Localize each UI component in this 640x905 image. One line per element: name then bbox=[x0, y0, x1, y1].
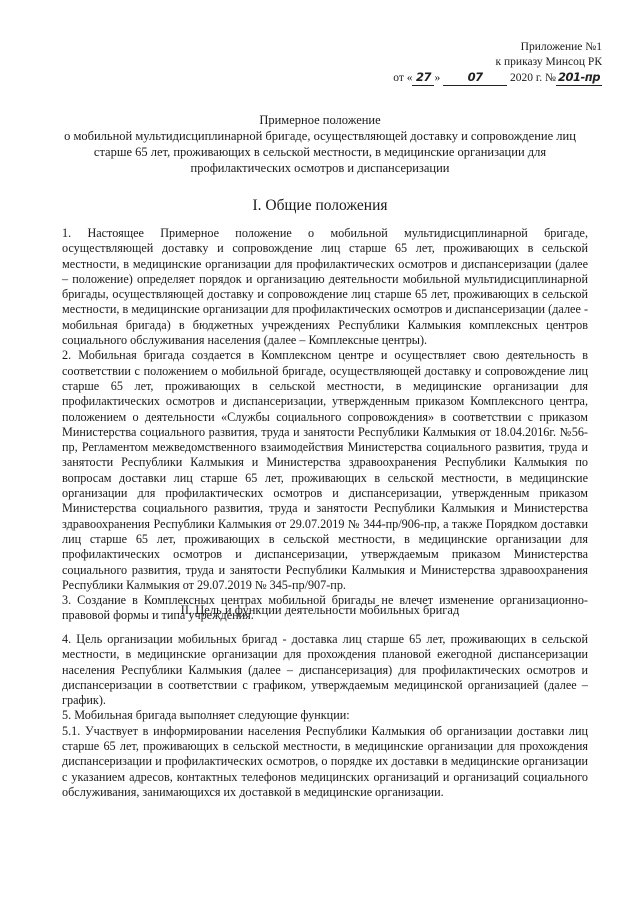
handwritten-day: 27 bbox=[412, 70, 434, 86]
appendix-date-line bbox=[362, 70, 602, 86]
date-prefix: от « bbox=[393, 72, 413, 84]
appendix-order-ref: к приказу Минсоц РК bbox=[495, 56, 602, 68]
paragraph-3: 3. Создание в Комплексных центрах мобильной бригады не влечет изменение организационно-правовой формы и типа учреждения. bbox=[62, 593, 588, 623]
handwritten-month: 07 bbox=[443, 70, 507, 86]
paragraph-2: 2. Мобильная бригада создается в Комплексном центре и осуществляет свою деятельность в соответствии с положением о мобильной бригаде, осуществляющей доставку и сопровождение лиц старше 65 лет, проживающих в сельской местности, в медицинские организации для профилактических осмотров и диспансеризации, утвержденным приказом Комплексного центра, положением о деятельности «Службы социального сопровождения» в соответствии с приказом Министерства социального развития, труда и занятости Республики Калмыкия от 18.04.2016г. №56-пр, Регламентом межведомственного взаимодействия Министерства социального развития, труда и занятости Республики Калмыкия и Министерства здравоохранения Республики Калмыкия по вопросам доставки лиц старше 65 лет, проживающих в сельской местности, в медицинские организации для профилактических осмотров и диспансеризации, утвержденным приказом Министерства социального развития, труда и занятости Республики Калмыкия и Министерства здравоохранения Республики Калмыкия от 29.07.2019 № 344-пр/906-пр, а также Порядком доставки лиц старше 65 лет, проживающих в сельской местности, в медицинские организации для профилактических осмотров и диспансеризации, утверждаемым приказом Министерства социального развития, труда и занятости Республики Калмыкия и Министерства здравоохранения Республики Калмыкия от 29.07.2019 № 345-пр/907-пр. bbox=[62, 348, 588, 592]
section-1-body bbox=[62, 226, 588, 624]
paragraph-1: 1. Настоящее Примерное положение о мобильной мультидисциплинарной бригаде, осуществляющей доставку и сопровождение лиц старше 65 лет, проживающих в сельской местности, в медицинские организации для профилактических осмотров и диспансеризации (далее – положение) определяет порядок и организацию деятельности мобильной мультидисциплинарной бригады, осуществляющей доставку и сопровождение лиц старше 65 лет, проживающих в сельской местности, в медицинские организации для профилактических осмотров и диспансеризации (далее - мобильная бригада) в бюджетных учреждениях Республики Калмыкия комплексных центров социального обслуживания населения (далее – Комплексные центры). bbox=[62, 226, 588, 348]
appendix-header bbox=[362, 40, 602, 86]
appendix-title: Приложение №1 bbox=[520, 41, 602, 53]
document-title bbox=[50, 112, 590, 176]
paragraph-5: 5. Мобильная бригада выполняет следующие функции: bbox=[62, 708, 350, 723]
section-2-body bbox=[62, 632, 588, 800]
date-quote-close: » bbox=[434, 72, 441, 84]
paragraph-4: 4. Цель организации мобильных бригад - доставка лиц старше 65 лет, проживающих в сельской местности, в медицинские организации для прохождения плановой ежегодной диспансеризации населения Республики Калмыкия (далее – диспансеризация) для профилактических осмотров и диспансеризации в соответствии с графиком, утверждаемым медицинской организацией (далее – график). bbox=[62, 632, 588, 708]
handwritten-order-number: 201-пр bbox=[556, 70, 602, 86]
section-2-heading: II. Цель и функции деятельности мобильных бригад bbox=[180, 603, 460, 617]
paragraph-5-1: 5.1. Участвует в информировании населения Республики Калмыкия об организации доставки лиц старше 65 лет, проживающих в сельской местности, в медицинские организации для прохождения диспансеризации и профилактических осмотров, о порядке их доставки в медицинские организации с указанием адресов, контактных телефонов медицинских организаций и организаций социального обслуживания, занимающихся их доставкой в медицинские организации. bbox=[62, 723, 588, 799]
section-1-heading: I. Общие положения bbox=[252, 197, 388, 214]
document-title-line2: о мобильной мультидисциплинарной бригаде, осуществляющей доставку и сопровождение лиц старше 65 лет, проживающих в сельской местности, в медицинские организации для профилактических осмотров и диспансеризации bbox=[64, 129, 576, 175]
document-title-line1: Примерное положение bbox=[259, 113, 381, 127]
date-year: 2020 г. № bbox=[509, 72, 556, 84]
